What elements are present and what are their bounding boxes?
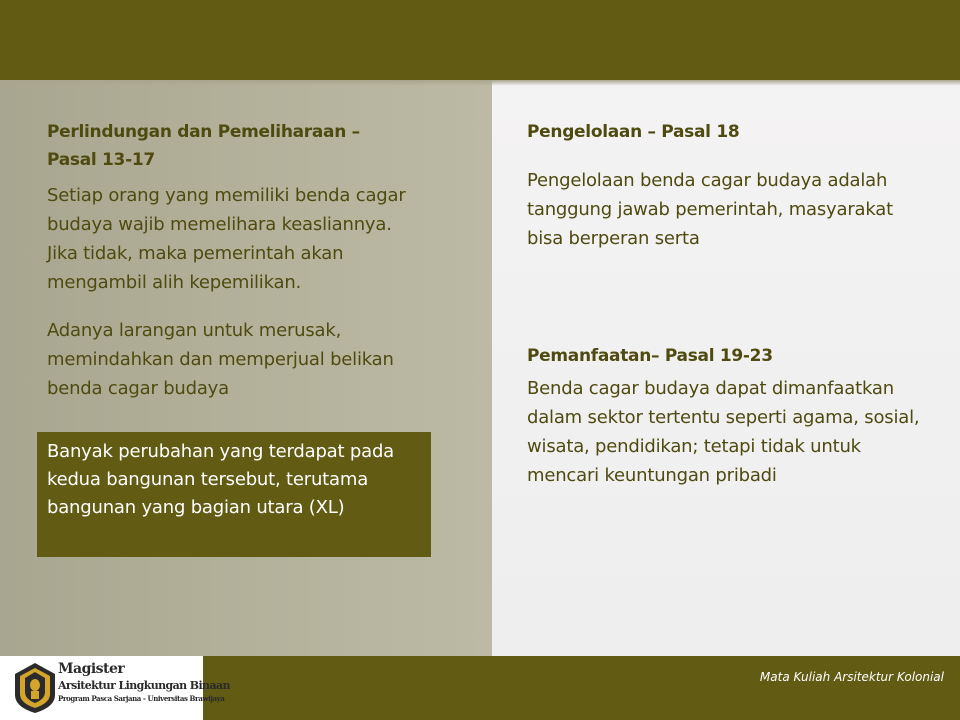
management-heading: Pengelolaan – Pasal 18 bbox=[527, 122, 740, 142]
utilization-heading: Pemanfaatan– Pasal 19-23 bbox=[527, 346, 773, 366]
header-band bbox=[0, 0, 960, 80]
logo-line-3: Program Pasca Sarjana - Universitas Brawijaya bbox=[58, 694, 225, 703]
header-shadow bbox=[0, 80, 960, 86]
university-emblem-icon bbox=[12, 661, 58, 715]
management-paragraph: Pengelolaan benda cagar budaya adalah tanggung jawab pemerintah, masyarakat bisa berperan serta bbox=[527, 170, 893, 249]
callout-box: Banyak perubahan yang terdapat pada kedua bangunan tersebut, terutama bangunan yang bagian utara (XL) bbox=[37, 432, 431, 557]
utilization-paragraph: Benda cagar budaya dapat dimanfaatkan dalam sektor tertentu seperti agama, sosial, wisata, pendidikan; tetapi tidak untuk mencari keuntungan pribadi bbox=[527, 378, 920, 486]
logo-line-1: Magister bbox=[58, 661, 125, 677]
logo-line-2: Arsitektur Lingkungan Binaan bbox=[58, 679, 230, 692]
logo-text bbox=[58, 661, 230, 704]
course-caption: Mata Kuliah Arsitektur Kolonial bbox=[759, 670, 944, 684]
protection-paragraph: Setiap orang yang memiliki benda cagar budaya wajib memelihara keasliannya. Jika tidak, maka pemerintah akan mengambil alih kepemilikan. bbox=[47, 185, 406, 293]
prohibition-paragraph: Adanya larangan untuk merusak, memindahkan dan memperjual belikan benda cagar budaya bbox=[47, 320, 394, 399]
protection-heading: Perlindungan dan Pemeliharaan – Pasal 13-17 bbox=[47, 122, 360, 170]
